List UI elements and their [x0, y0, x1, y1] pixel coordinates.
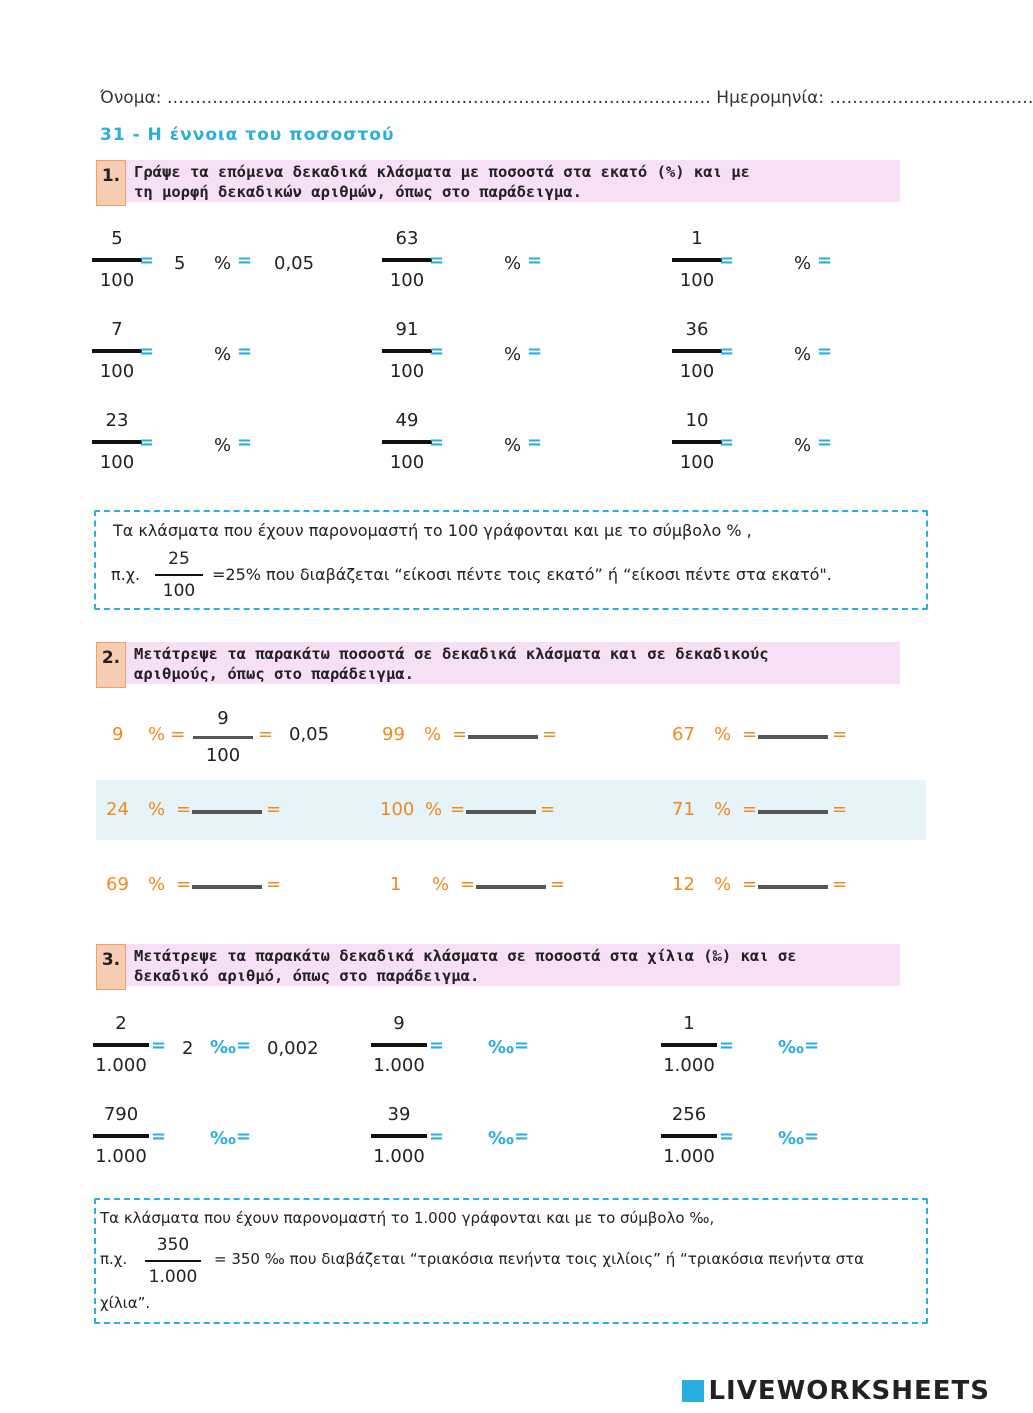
q2-text: [134, 644, 769, 684]
fraction-denominator: 100: [389, 361, 425, 382]
fraction-numerator: 9: [217, 708, 229, 729]
equals-sign: =: [429, 432, 445, 453]
percent-sign: %: [504, 253, 522, 274]
fraction-bar: [382, 440, 432, 444]
permille-sign: ‰: [210, 1128, 236, 1149]
fraction-numerator: 2: [115, 1013, 127, 1034]
note2-line2: = 350 ‰ που διαβάζεται “τριακόσια πενήντα τοις χιλίοις” ή “τριακόσια πενήντα στα: [214, 1250, 865, 1268]
fraction-denominator: 1.000: [95, 1055, 147, 1076]
note2-line3: χίλια”.: [100, 1294, 151, 1312]
fraction-numerator: 256: [671, 1104, 707, 1125]
permille-sign: ‰: [488, 1037, 514, 1058]
fraction-bar: [382, 349, 432, 353]
equals-sign: =: [176, 799, 192, 820]
equals-sign: =: [542, 724, 558, 745]
fraction-numerator: 7: [111, 319, 123, 340]
fraction-denominator: 1.000: [663, 1146, 715, 1167]
q2-text-line1: Μετάτρεψε τα παρακάτω ποσοστά σε δεκαδικά κλάσματα και σε δεκαδικούς: [134, 645, 769, 663]
decimal-value: 0,05: [274, 253, 315, 274]
percent-value: 99: [382, 724, 405, 745]
equals-sign: =: [719, 1126, 735, 1147]
fraction-bar: [92, 258, 142, 262]
equals-sign: =: [139, 250, 155, 271]
fraction: [382, 228, 432, 292]
percent-value: 12: [672, 874, 695, 895]
fraction-numerator: 36: [685, 319, 709, 340]
fraction-numerator: 39: [387, 1104, 411, 1125]
equals-sign: =: [139, 432, 155, 453]
answer-fraction-line[interactable]: [192, 885, 262, 889]
percent-sign: %: [148, 874, 166, 895]
fraction-numerator: 63: [395, 228, 419, 249]
fraction-bar: [92, 440, 142, 444]
fraction-numerator: 1: [691, 228, 703, 249]
fraction-denominator: 100: [389, 452, 425, 473]
equals-sign: =: [742, 874, 758, 895]
fraction-bar: [661, 1043, 717, 1047]
equals-sign: =: [527, 432, 543, 453]
equals-sign: =: [429, 250, 445, 271]
note1-fraction: [155, 548, 203, 602]
note2-fraction: [145, 1234, 201, 1288]
equals-sign: =: [540, 799, 556, 820]
fraction-denominator: 100: [679, 270, 715, 291]
fraction-numerator: 5: [111, 228, 123, 249]
liveworksheets-logo: LIVEWORKSHEETS: [682, 1376, 990, 1406]
equals-sign: =: [817, 250, 833, 271]
percent-value: 24: [106, 799, 129, 820]
percent-sign: %: [794, 344, 812, 365]
fraction-bar: [672, 349, 722, 353]
note2-line1: Τα κλάσματα που έχουν παρονομαστή το 1.000 γράφονται και με το σύμβολο ‰,: [100, 1209, 715, 1227]
fraction: [92, 319, 142, 383]
equals-sign: =: [139, 341, 155, 362]
fraction-denominator: 100: [99, 270, 135, 291]
percent-sign: %: [504, 435, 522, 456]
fraction: [92, 228, 142, 292]
equals-sign: =: [514, 1035, 530, 1056]
answer-fraction-line[interactable]: [466, 810, 536, 814]
q1-text-line2: τη μορφή δεκαδικών αριθμών, όπως στο παράδειγμα.: [134, 183, 582, 201]
equals-sign: =: [237, 341, 253, 362]
fraction: [672, 228, 722, 292]
percent-sign: %: [214, 435, 232, 456]
name-line: [100, 88, 1033, 108]
equals-sign: =: [237, 432, 253, 453]
percent-value: 71: [672, 799, 695, 820]
equals-sign: =: [266, 874, 282, 895]
fraction-denominator: 1.000: [373, 1146, 425, 1167]
percent-value: 5: [174, 253, 186, 274]
permille-sign: ‰: [778, 1128, 804, 1149]
percent-sign: %: [714, 799, 732, 820]
fraction: [93, 1013, 149, 1077]
fraction-bar: [93, 1043, 149, 1047]
fraction-bar: [193, 736, 253, 739]
equals-sign: =: [550, 874, 566, 895]
fraction: [672, 319, 722, 383]
q3-text: [134, 946, 797, 986]
percent-sign: %: [504, 344, 522, 365]
equals-sign: =: [266, 799, 282, 820]
q2-example-pct: 9: [112, 724, 124, 745]
permille-sign: ‰: [778, 1037, 804, 1058]
equals-sign: =: [817, 341, 833, 362]
equals-sign: =: [452, 724, 468, 745]
equals-sign: =: [527, 250, 543, 271]
fraction-denominator: 100: [679, 452, 715, 473]
percent-sign: %: [424, 724, 442, 745]
fraction-denominator: 100: [99, 452, 135, 473]
fraction-numerator: 350: [156, 1235, 190, 1255]
answer-fraction-line[interactable]: [476, 885, 546, 889]
fraction: [93, 1104, 149, 1168]
percent-sign: %: [214, 344, 232, 365]
logo-icon: [682, 1380, 704, 1402]
q1-number: 1.: [96, 160, 126, 206]
fraction-denominator: 1.000: [95, 1146, 147, 1167]
note1-px: π.χ.: [111, 565, 141, 584]
percent-sign: %: [714, 874, 732, 895]
answer-fraction-line[interactable]: [468, 735, 538, 739]
fraction-denominator: 100: [389, 270, 425, 291]
fraction-bar: [371, 1043, 427, 1047]
fraction-bar: [672, 440, 722, 444]
q3-text-line1: Μετάτρεψε τα παρακάτω δεκαδικά κλάσματα σε ποσοστά στα χίλια (‰) και σε: [134, 947, 797, 965]
percent-sign: %: [432, 874, 450, 895]
fraction-numerator: 91: [395, 319, 419, 340]
equals-sign: =: [719, 432, 735, 453]
equals-sign: =: [236, 1035, 252, 1056]
percent-sign: %: [148, 799, 166, 820]
fraction-numerator: 23: [105, 410, 129, 431]
percent-value: 100: [380, 799, 415, 820]
note1-line2: =25% που διαβάζεται “είκοσι πέντε τοις εκατό” ή “είκοσι πέντε στα εκατό".: [212, 565, 832, 584]
fraction: [371, 1104, 427, 1168]
fraction: [92, 410, 142, 474]
fraction: [382, 410, 432, 474]
q2-example-decimal: 0,05: [289, 724, 330, 745]
fraction-bar: [145, 1260, 201, 1262]
equals-sign: =: [832, 799, 848, 820]
q3-text-line2: δεκαδικό αριθμό, όπως στο παράδειγμα.: [134, 967, 480, 985]
equals-sign: =: [460, 874, 476, 895]
percent-sign: %: [214, 253, 232, 274]
fraction-numerator: 10: [685, 410, 709, 431]
equals-sign: =: [151, 1035, 167, 1056]
fraction: [382, 319, 432, 383]
equals-sign: =: [742, 724, 758, 745]
equals-sign: =: [804, 1126, 820, 1147]
fraction-denominator: 1.000: [148, 1267, 198, 1287]
note1-line1: Τα κλάσματα που έχουν παρονομαστή το 100 γράφονται και με το σύμβολο % ,: [113, 521, 752, 540]
equals-sign: =: [236, 1126, 252, 1147]
fraction: [371, 1013, 427, 1077]
fraction-numerator: 9: [393, 1013, 405, 1034]
date-label: Ημερομηνία: ………………………………: [716, 88, 1033, 108]
equals-sign: =: [429, 1126, 445, 1147]
permille-sign: ‰: [210, 1037, 236, 1058]
permille-sign: ‰: [488, 1128, 514, 1149]
percent-sign: %: [794, 253, 812, 274]
equals-sign: =: [817, 432, 833, 453]
percent-value: 69: [106, 874, 129, 895]
equals-sign: =: [176, 874, 192, 895]
fraction-denominator: 1.000: [373, 1055, 425, 1076]
fraction-numerator: 49: [395, 410, 419, 431]
fraction-numerator: 25: [168, 549, 190, 569]
equals-sign: =: [514, 1126, 530, 1147]
equals-sign: =: [719, 250, 735, 271]
q2-example-sign: % =: [148, 724, 186, 745]
fraction-bar: [93, 1134, 149, 1138]
q2-text-line2: αριθμούς, όπως στο παράδειγμα.: [134, 665, 414, 683]
fraction-bar: [92, 349, 142, 353]
fraction-denominator: 100: [99, 361, 135, 382]
fraction-bar: [661, 1134, 717, 1138]
name-label: Όνομα: ……………………………………………………………………………………: [100, 88, 711, 108]
equals-sign: =: [237, 250, 253, 271]
q2-example-fraction: [193, 708, 253, 767]
equals-sign: =: [742, 799, 758, 820]
q2-example-eq: =: [258, 724, 274, 745]
percent-value: 67: [672, 724, 695, 745]
fraction-numerator: 790: [103, 1104, 139, 1125]
fraction-bar: [371, 1134, 427, 1138]
q3-number: 3.: [96, 944, 126, 990]
page-title: 31 - Η έννοια του ποσοστού: [100, 125, 395, 145]
equals-sign: =: [719, 341, 735, 362]
answer-fraction-line[interactable]: [192, 810, 262, 814]
fraction: [661, 1013, 717, 1077]
fraction: [672, 410, 722, 474]
equals-sign: =: [429, 341, 445, 362]
q1-text-line1: Γράψε τα επόμενα δεκαδικά κλάσματα με ποσοστά στα εκατό (%) και με: [134, 163, 750, 181]
equals-sign: =: [429, 1035, 445, 1056]
percent-sign: %: [794, 435, 812, 456]
equals-sign: =: [719, 1035, 735, 1056]
fraction-denominator: 100: [205, 745, 241, 766]
decimal-value: 0,002: [267, 1038, 319, 1059]
fraction-denominator: 100: [162, 581, 196, 601]
q1-text: [134, 162, 750, 202]
fraction-denominator: 1.000: [663, 1055, 715, 1076]
equals-sign: =: [832, 874, 848, 895]
percent-sign: %: [425, 799, 443, 820]
fraction-bar: [382, 258, 432, 262]
equals-sign: =: [804, 1035, 820, 1056]
q2-number: 2.: [96, 642, 126, 688]
answer-fraction-line[interactable]: [758, 885, 828, 889]
fraction: [661, 1104, 717, 1168]
answer-fraction-line[interactable]: [758, 810, 828, 814]
fraction-denominator: 100: [679, 361, 715, 382]
equals-sign: =: [527, 341, 543, 362]
fraction-bar: [155, 574, 203, 576]
fraction-numerator: 1: [683, 1013, 695, 1034]
note2-px: π.χ.: [100, 1250, 128, 1268]
equals-sign: =: [832, 724, 848, 745]
equals-sign: =: [151, 1126, 167, 1147]
answer-fraction-line[interactable]: [758, 735, 828, 739]
percent-sign: %: [714, 724, 732, 745]
fraction-bar: [672, 258, 722, 262]
percent-value: 1: [390, 874, 402, 895]
equals-sign: =: [450, 799, 466, 820]
permille-value: 2: [182, 1038, 194, 1059]
